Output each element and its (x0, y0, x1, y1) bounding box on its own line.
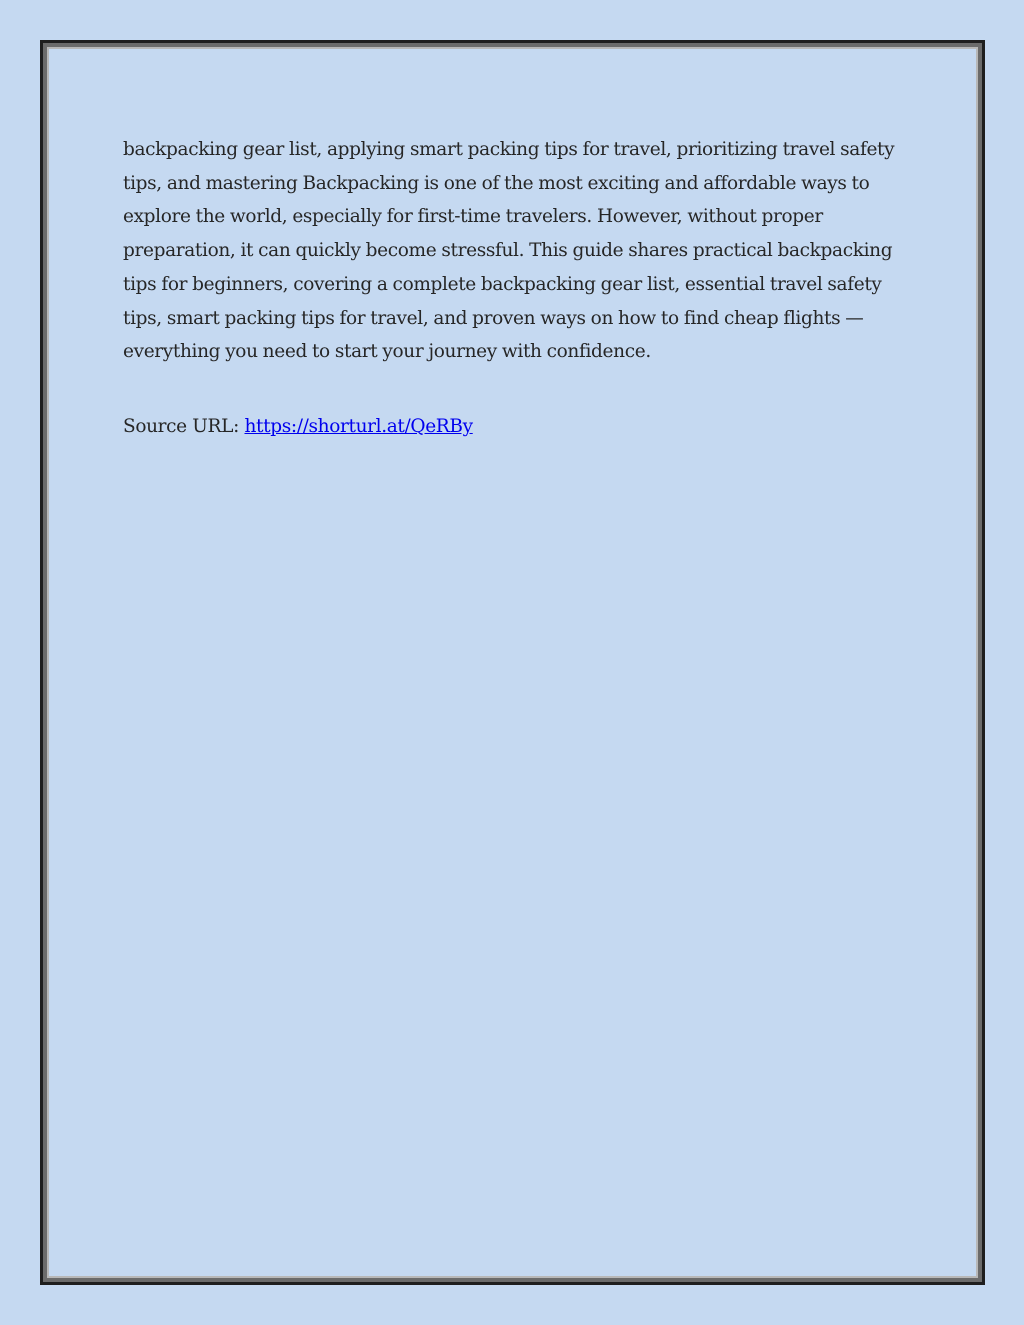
source-url-link[interactable]: https://shorturl.at/QeRBy (244, 415, 473, 437)
page-content-area (47, 47, 978, 1278)
page-border-frame (40, 40, 985, 1285)
body-paragraph: backpacking gear list, applying smart packing tips for travel, prioritizing travel safety tips, and mastering Backpacking is one of the most exciting and affordable ways to explore the world, especially for first-time travelers. However, without proper preparation, it can quickly become stressful. This guide shares practical backpacking tips for beginners, covering a complete backpacking gear list, essential travel safety tips, smart packing tips for travel, and proven ways on how to find cheap flights — everything you need to start your journey with confidence. (123, 139, 895, 363)
document-content (123, 133, 913, 444)
source-label: Source URL: (123, 415, 245, 437)
source-line (123, 410, 913, 444)
